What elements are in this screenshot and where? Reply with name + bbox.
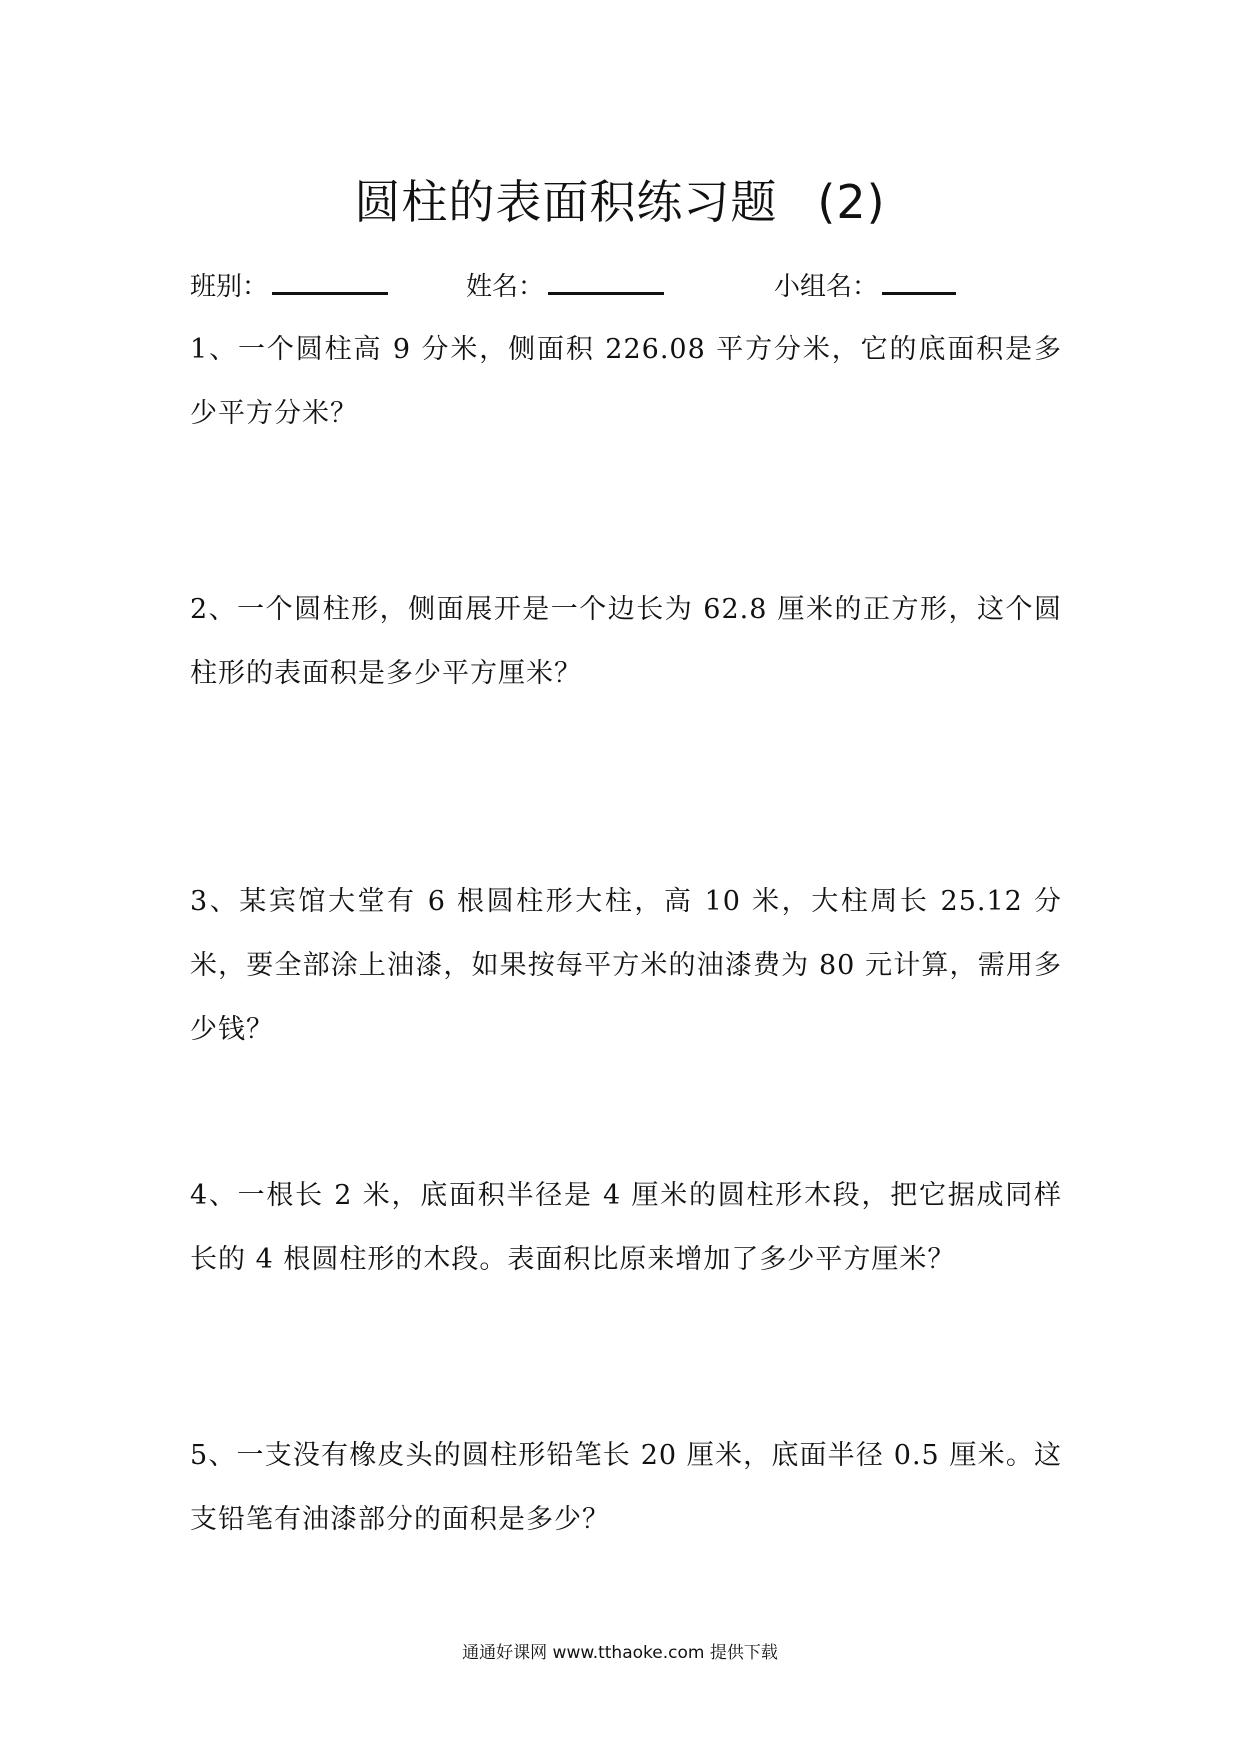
- class-field: [190, 262, 388, 309]
- title-number: (2): [817, 175, 886, 229]
- question-2: 2、一个圆柱形，侧面展开是一个边长为 62.8 厘米的正方形，这个圆柱形的表面积是多少平方厘米？: [190, 594, 1062, 689]
- class-blank[interactable]: [272, 262, 388, 295]
- class-label: 班别：: [190, 272, 269, 302]
- question-1: 1、一个圆柱高 9 分米，侧面积 226.08 平方分米，它的底面积是多少平方分米？: [190, 334, 1062, 429]
- name-blank[interactable]: [548, 262, 664, 295]
- title-text: 圆柱的表面积练习题: [354, 175, 778, 229]
- name-label: 姓名：: [466, 272, 545, 302]
- question-5: 5、一支没有橡皮头的圆柱形铅笔长 20 厘米，底面半径 0.5 厘米。这支铅笔有油漆部分的面积是多少？: [190, 1440, 1062, 1535]
- name-field: [466, 262, 664, 309]
- question-3: 3、某宾馆大堂有 6 根圆柱形大柱，高 10 米，大柱周长 25.12 分米，要全部涂上油漆，如果按每平方米的油漆费为 80 元计算，需用多少钱？: [190, 886, 1062, 1045]
- group-field: [774, 262, 956, 309]
- student-info-row: [190, 262, 1090, 306]
- worksheet-title: [0, 172, 1240, 232]
- footer-credit: 通通好课网 www.tthaoke.com 提供下载: [462, 1643, 778, 1663]
- group-label: 小组名：: [774, 272, 879, 302]
- group-blank[interactable]: [882, 262, 956, 295]
- question-4: 4、一根长 2 米，底面积半径是 4 厘米的圆柱形木段，把它据成同样长的 4 根圆柱形的木段。表面积比原来增加了多少平方厘米？: [190, 1180, 1062, 1275]
